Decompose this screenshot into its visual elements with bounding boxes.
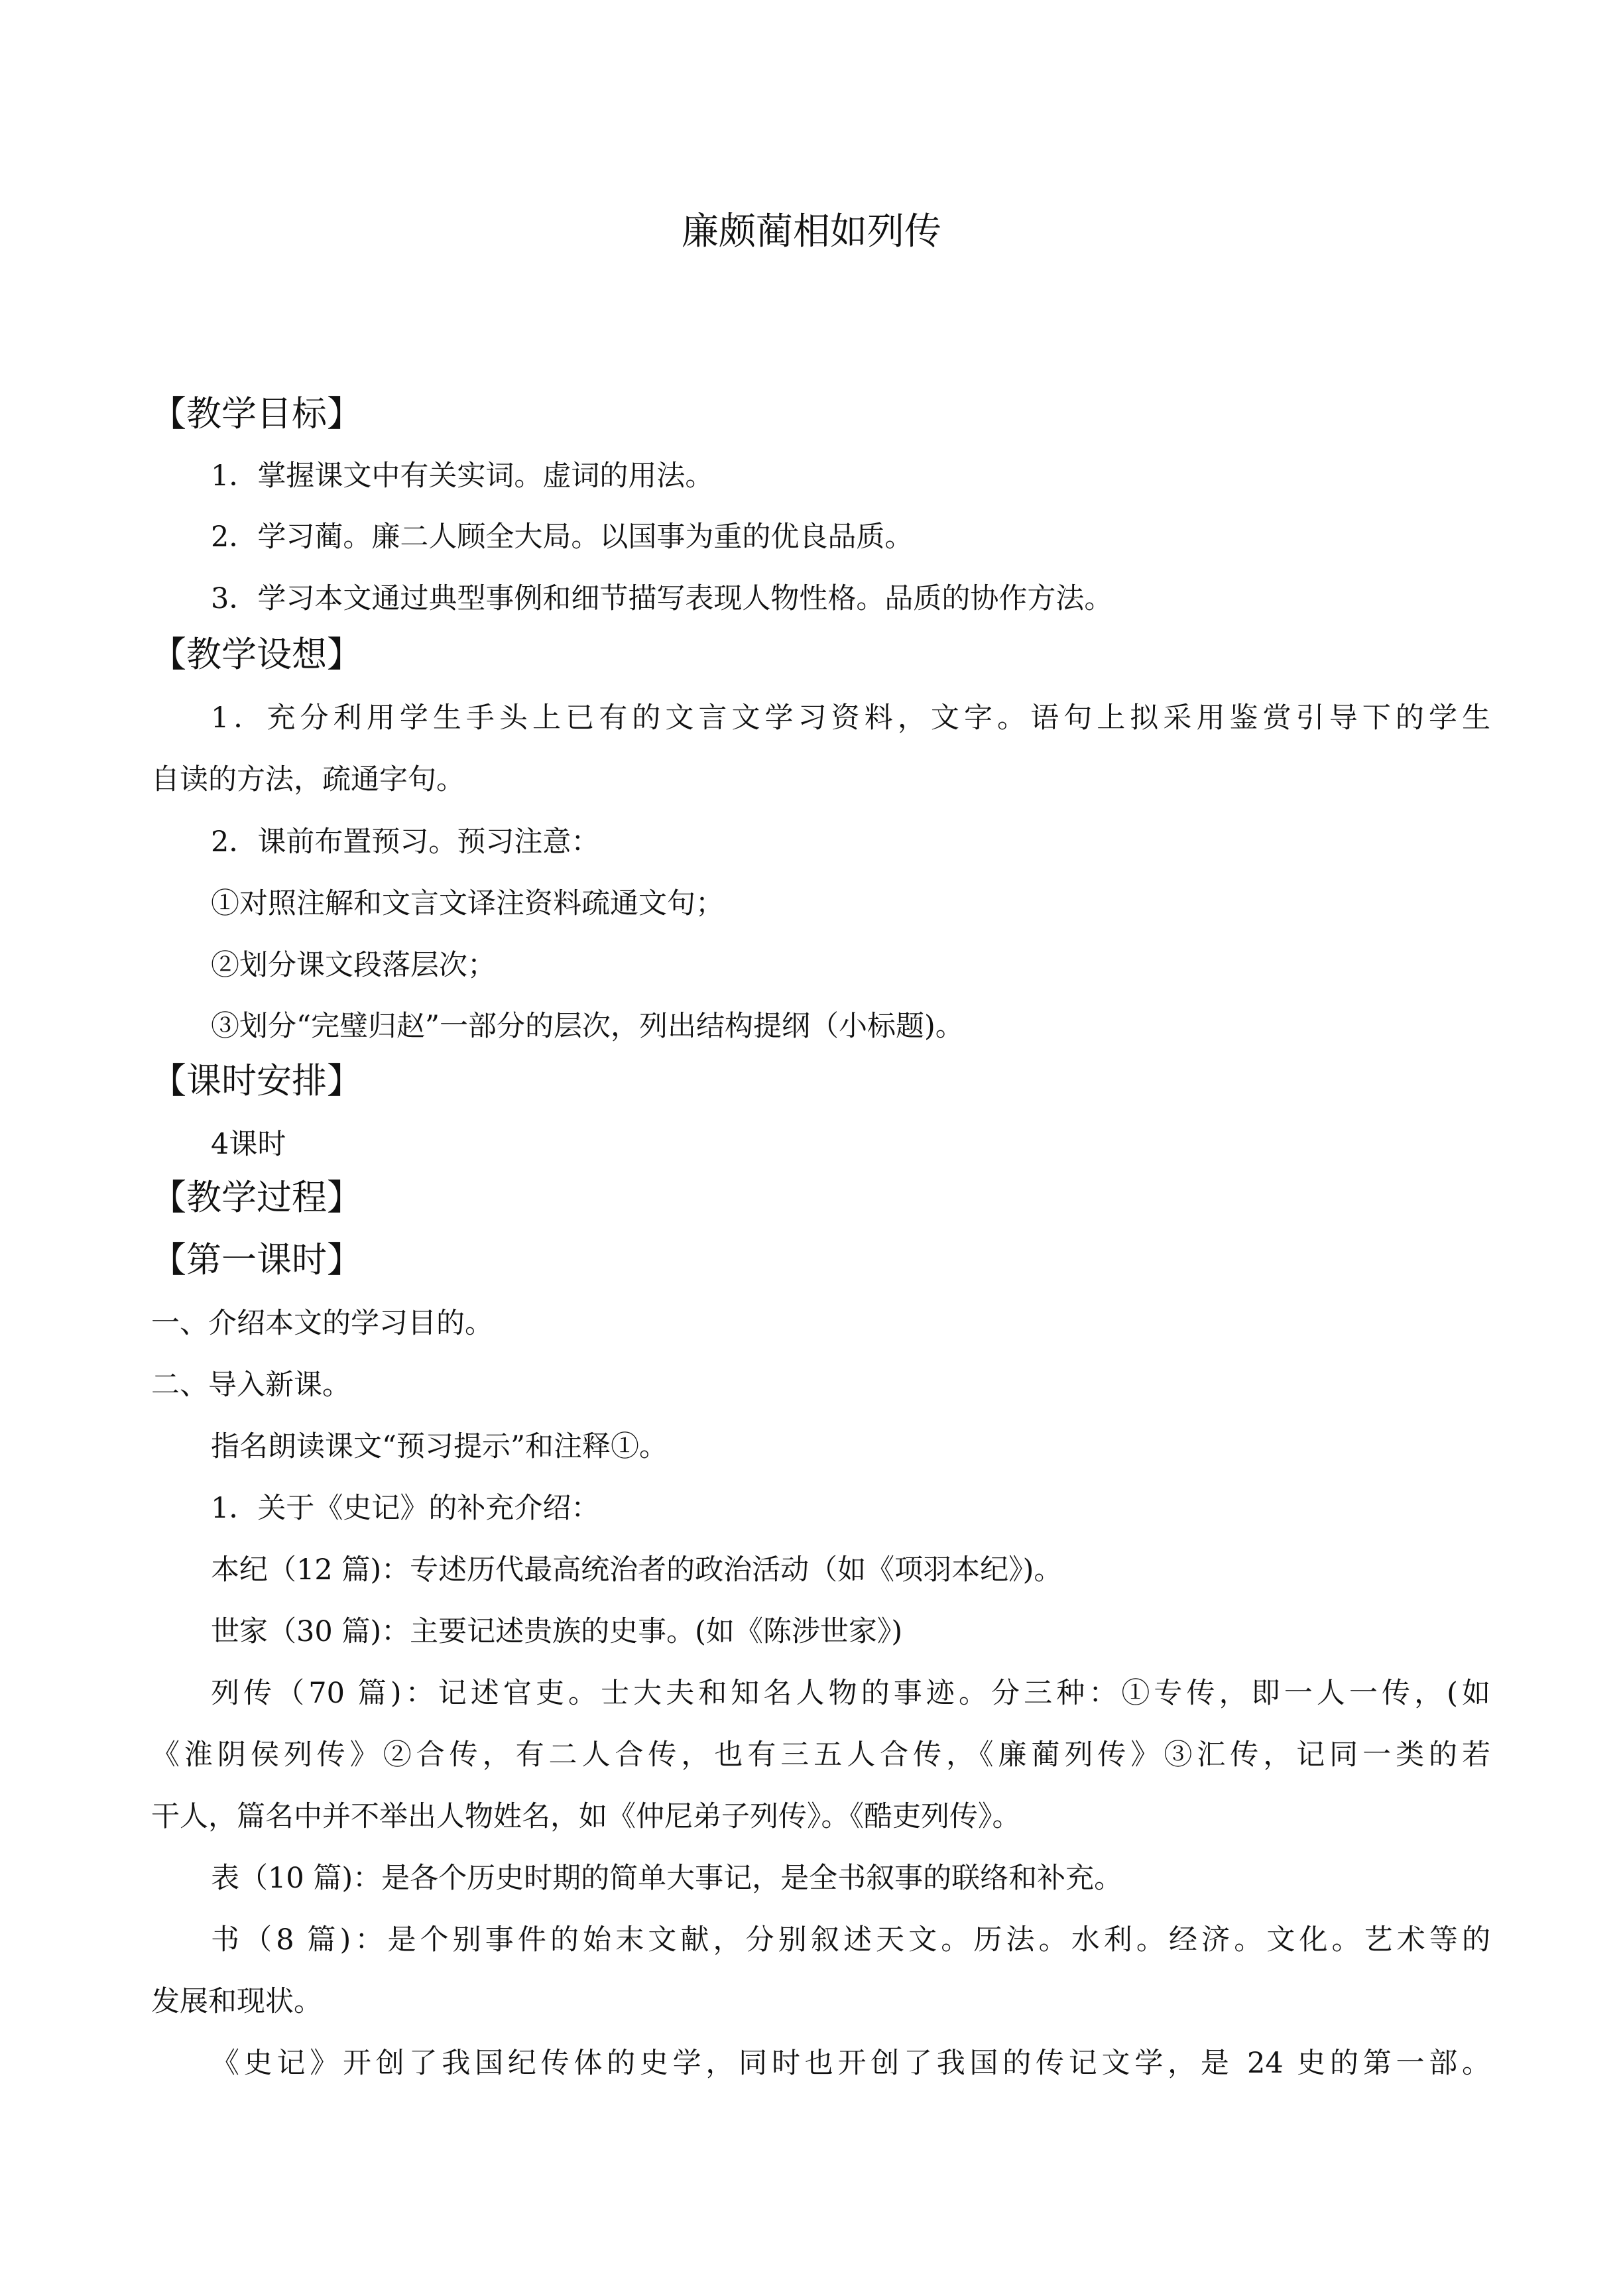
shiji-liezhuan-line-3: 干人，篇名中并不举出人物姓名，如《仲尼弟子列传》。《酷吏列传》。: [151, 1800, 1021, 1833]
shiji-liezhuan-line-2: 《淮阴侯列传》②合传，有二人合传，也有三五人合传，《廉蔺列传》③汇传，记同一类的若: [151, 1738, 1490, 1772]
heading-teaching-design: 【教学设想】: [151, 634, 362, 675]
goal-item-3: 3．学习本文通过典型事例和细节描写表现人物性格。品质的协作方法。: [211, 582, 1113, 615]
goal-item-1: 1．掌握课文中有关实词。虚词的用法。: [211, 459, 714, 493]
shiji-biao: 表（10 篇)：是各个历史时期的简单大事记，是全书叙事的联络和补充。: [211, 1862, 1123, 1895]
shiji-shijia: 世家（30 篇)：主要记述贵族的史事。(如《陈涉世家》): [211, 1615, 903, 1648]
schedule-value: 4课时: [211, 1128, 286, 1161]
goal-item-2: 2．学习蔺。廉二人顾全大局。以国事为重的优良品质。: [211, 520, 914, 554]
lesson1-read: 指名朗读课文“预习提示”和注释①。: [211, 1430, 668, 1463]
heading-schedule: 【课时安排】: [151, 1061, 362, 1101]
heading-process: 【教学过程】: [151, 1178, 362, 1218]
shiji-liezhuan-line-1: 列传（70 篇)：记述官吏。士大夫和知名人物的事迹。分三种：①专传，即一人一传，(如: [211, 1677, 1490, 1710]
page-title: 廉颇蔺相如列传: [682, 210, 941, 253]
shiji-benji: 本纪（12 篇)：专述历代最高统治者的政治活动（如《项羽本纪》)。: [211, 1553, 1063, 1587]
lesson1-step-1: 一、介绍本文的学习目的。: [151, 1307, 493, 1340]
shiji-summary: 《史记》开创了我国纪传体的史学，同时也开创了我国的传记文学，是 24 史的第一部。: [211, 2047, 1490, 2080]
shiji-shu-line-2: 发展和现状。: [151, 1985, 322, 2018]
lesson1-intro: 1．关于《史记》的补充介绍：: [211, 1492, 600, 1525]
design-item-1-line-2: 自读的方法，疏通字句。: [151, 763, 465, 796]
design-sub-2: ②划分课文段落层次；: [211, 949, 496, 982]
lesson1-step-2: 二、导入新课。: [151, 1368, 351, 1402]
heading-lesson-1: 【第一课时】: [151, 1240, 362, 1280]
heading-teaching-goals: 【教学目标】: [151, 394, 362, 434]
design-sub-3: ③划分“完璧归赵”一部分的层次，列出结构提纲（小标题)。: [211, 1010, 964, 1043]
design-item-2: 2．课前布置预习。预习注意：: [211, 825, 600, 859]
shiji-shu-line-1: 书（8 篇)：是个别事件的始末文献，分别叙述天文。历法。水利。经济。文化。艺术等的: [211, 1923, 1490, 1957]
design-item-1-line-1: 1．充分利用学生手头上已有的文言文学习资料，文字。语句上拟采用鉴赏引导下的学生: [211, 701, 1490, 735]
design-sub-1: ①对照注解和文言文译注资料疏通文句；: [211, 887, 724, 920]
